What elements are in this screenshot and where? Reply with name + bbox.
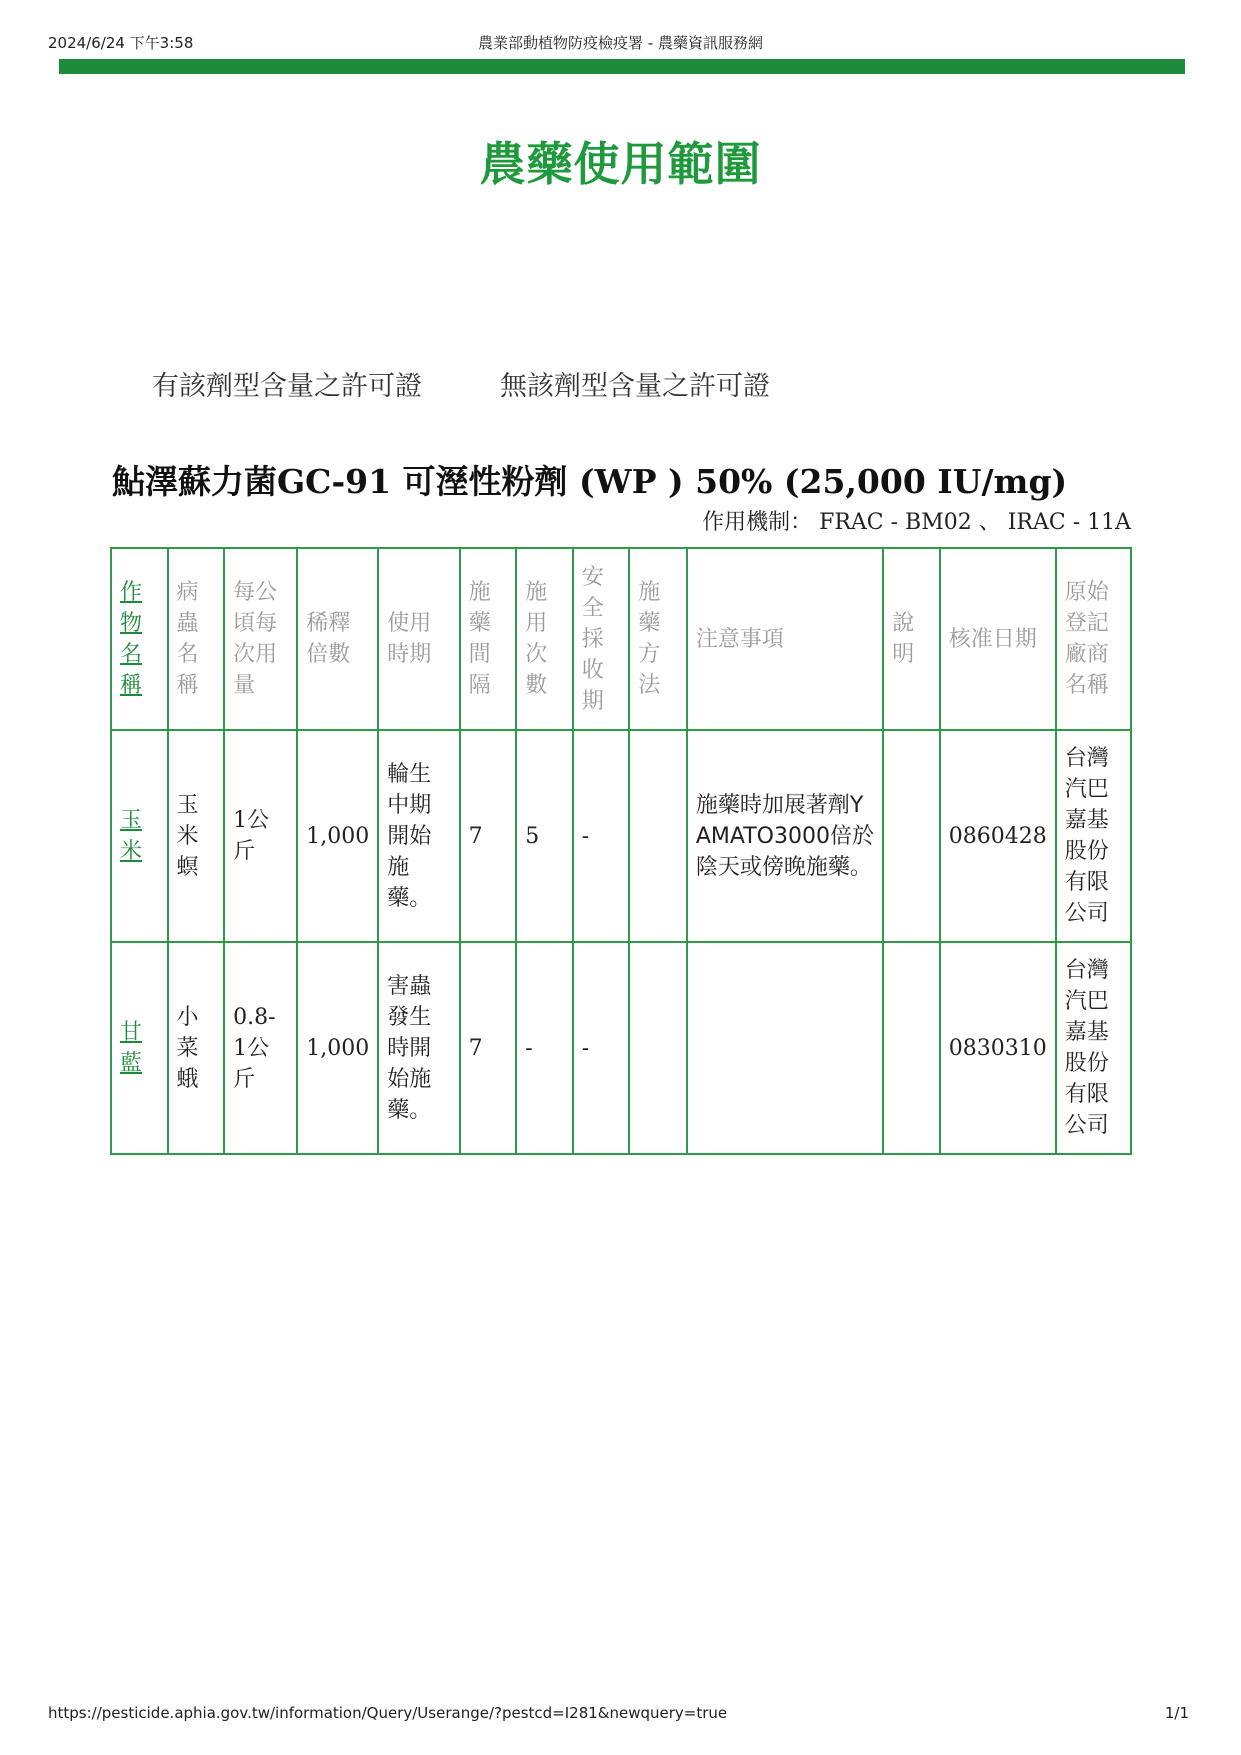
cell-times: 5 xyxy=(516,730,573,942)
cell-interval: 7 xyxy=(460,942,517,1154)
site-title: 農業部動植物防疫檢疫署 - 農藥資訊服務網 xyxy=(478,34,763,52)
header-phi: 安全採收期 xyxy=(573,548,630,730)
cell-phi: - xyxy=(573,942,630,1154)
with-license-link[interactable]: 有該劑型含量之許可證 xyxy=(152,371,422,402)
product-name: 鮎澤蘇力菌GC-91 可溼性粉劑 (WP ) 50% (25,000 IU/mg) xyxy=(112,462,1068,501)
header-dosage: 每公頃每次用量 xyxy=(224,548,297,730)
header-row xyxy=(111,548,1131,730)
cell-notes: 施藥時加展著劑YAMATO3000倍於陰天或傍晚施藥。 xyxy=(687,730,883,942)
header-accent-bar xyxy=(59,59,1185,74)
header-dilution: 稀釋倍數 xyxy=(297,548,378,730)
header-interval: 施藥間隔 xyxy=(460,548,517,730)
table-row xyxy=(111,942,1131,1154)
cell-notes xyxy=(687,942,883,1154)
crop-link[interactable]: 玉米 xyxy=(120,808,143,864)
cell-interval: 7 xyxy=(460,730,517,942)
footer-url: https://pesticide.aphia.gov.tw/information/Query/Userange/?pestcd=I281&newquery=true xyxy=(48,1704,728,1722)
cell-phi: - xyxy=(573,730,630,942)
header-registrant: 原始登記廠商名稱 xyxy=(1056,548,1131,730)
crop-link[interactable]: 甘藍 xyxy=(120,1020,143,1076)
cell-method xyxy=(629,730,687,942)
header-crop[interactable] xyxy=(111,548,168,730)
mechanism-line xyxy=(702,505,1131,536)
cell-remark xyxy=(883,730,940,942)
cell-crop[interactable] xyxy=(111,730,168,942)
cell-dilution: 1,000 xyxy=(297,942,378,1154)
cell-registrant: 台灣汽巴嘉基股份有限公司 xyxy=(1056,730,1131,942)
without-license-link[interactable]: 無該劑型含量之許可證 xyxy=(500,371,770,402)
cell-pest: 玉米螟 xyxy=(168,730,225,942)
cell-remark xyxy=(883,942,940,1154)
cell-pest: 小菜蛾 xyxy=(168,942,225,1154)
cell-times: - xyxy=(516,942,573,1154)
print-date: 2024/6/24 下午3:58 xyxy=(48,34,194,52)
cell-crop[interactable] xyxy=(111,942,168,1154)
usage-table xyxy=(110,547,1132,1155)
cell-dosage: 0.8-1公斤 xyxy=(224,942,297,1154)
header-crop-link[interactable]: 作物名稱 xyxy=(120,580,143,698)
header-times: 施用次數 xyxy=(516,548,573,730)
cell-dilution: 1,000 xyxy=(297,730,378,942)
cell-timing: 害蟲發生時開始施藥。 xyxy=(378,942,459,1154)
header-notes: 注意事項 xyxy=(687,548,883,730)
mechanism-value: FRAC - BM02 、 IRAC - 11A xyxy=(819,510,1131,535)
header-remark: 說明 xyxy=(883,548,940,730)
cell-timing: 輪生中期開始施藥。 xyxy=(378,730,459,942)
header-timing: 使用時期 xyxy=(378,548,459,730)
header-method: 施藥方法 xyxy=(629,548,687,730)
footer-page-number: 1/1 xyxy=(1164,1704,1189,1722)
cell-registrant: 台灣汽巴嘉基股份有限公司 xyxy=(1056,942,1131,1154)
header-approval: 核准日期 xyxy=(940,548,1056,730)
page-title: 農藥使用範圍 xyxy=(479,137,762,191)
cell-approval: 0830310 xyxy=(940,942,1056,1154)
mechanism-label: 作用機制： xyxy=(702,510,813,535)
table-row xyxy=(111,730,1131,942)
cell-method xyxy=(629,942,687,1154)
header-pest: 病蟲名稱 xyxy=(168,548,225,730)
cell-dosage: 1公斤 xyxy=(224,730,297,942)
cell-approval: 0860428 xyxy=(940,730,1056,942)
